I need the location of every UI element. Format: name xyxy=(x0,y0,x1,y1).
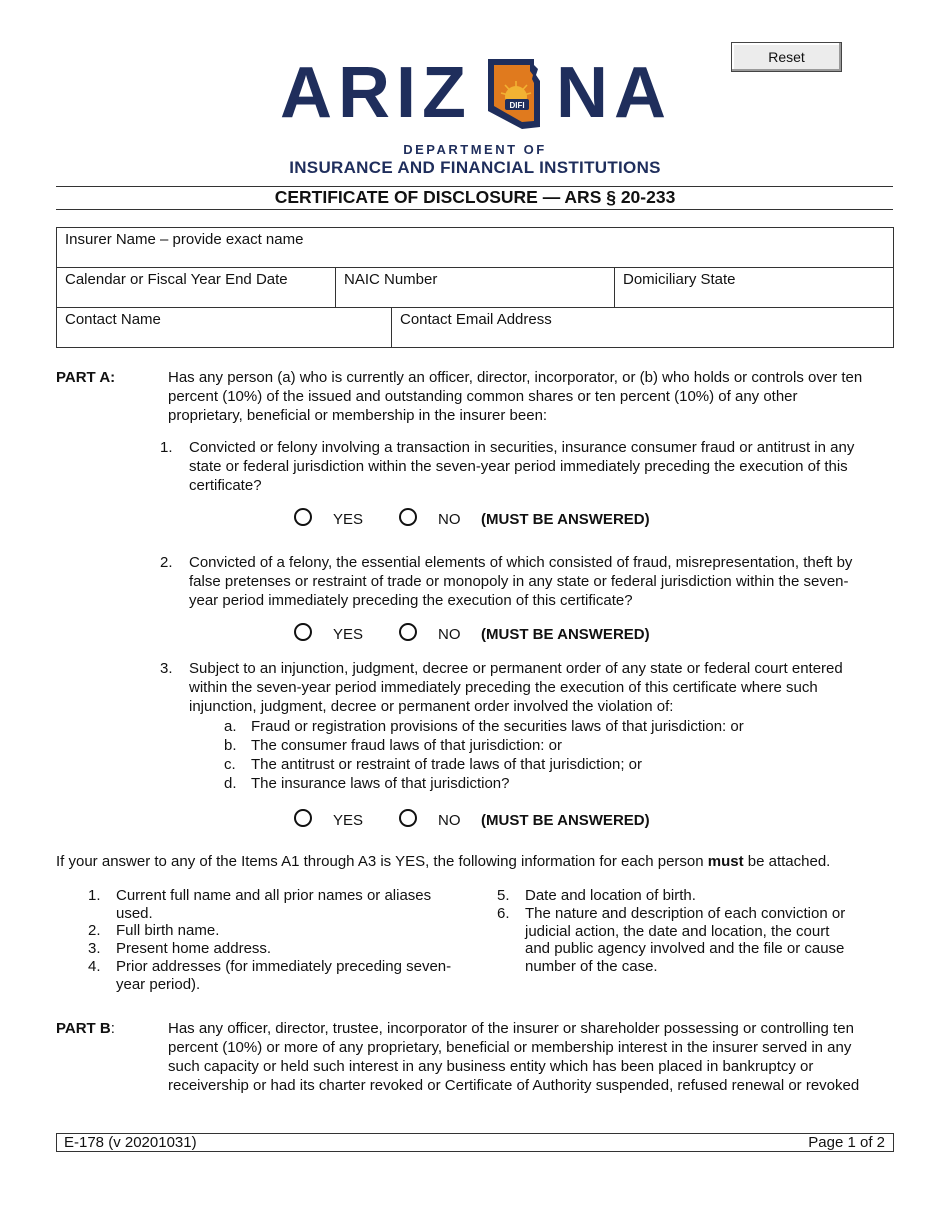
part-b-colon: : xyxy=(110,1020,115,1037)
info-item-5: Date and location of birth. xyxy=(525,887,696,904)
info-item-4-line-1: Prior addresses (for immediately preceding seven- xyxy=(116,958,452,975)
q1-line-3: certificate? xyxy=(189,477,262,494)
year-end-label: Calendar or Fiscal Year End Date xyxy=(65,271,288,288)
q3-no-radio[interactable] xyxy=(399,809,417,827)
info-item-6-line-2: judicial action, the date and location, the court xyxy=(525,922,830,940)
q2-no-radio[interactable] xyxy=(399,623,417,641)
q2-line-2: false pretenses or restraint of trade or monopoly in any state or federal jurisdiction within the seven- xyxy=(189,573,849,590)
info-item-6-num: 6. xyxy=(497,905,510,922)
q1-number: 1. xyxy=(160,439,173,456)
naic-number-field[interactable] xyxy=(335,267,615,308)
info-item-2: Full birth name. xyxy=(116,922,220,939)
q3-sub-c-text: The antitrust or restraint of trade laws of that jurisdiction; or xyxy=(251,756,643,773)
arizona-state-logo-icon xyxy=(478,57,548,133)
part-b-label: PART B xyxy=(56,1020,111,1037)
reset-button[interactable]: Reset xyxy=(731,42,842,72)
info-item-3-num: 3. xyxy=(88,940,101,957)
page-number: Page 1 of 2 xyxy=(808,1134,885,1151)
info-item-1-num: 1. xyxy=(88,887,101,904)
q3-no-label: NO xyxy=(438,812,461,829)
q1-required-note: (MUST BE ANSWERED) xyxy=(481,511,650,528)
q1-no-label: NO xyxy=(438,511,461,528)
part-a-label: PART A: xyxy=(56,369,116,386)
naic-number-label: NAIC Number xyxy=(344,271,438,288)
q3-line-2: within the seven-year period immediately preceding the execution of this certificate where such xyxy=(189,679,818,696)
footer-left-edge xyxy=(56,1133,57,1152)
info-item-5-num: 5. xyxy=(497,887,510,904)
q2-required-note: (MUST BE ANSWERED) xyxy=(481,626,650,643)
insurer-name-field[interactable] xyxy=(56,227,894,268)
page-title: CERTIFICATE OF DISCLOSURE — ARS § 20-233 xyxy=(274,187,676,207)
info-item-1-line-2: used. xyxy=(116,904,153,922)
part-a-line-3: proprietary, beneficial or membership in the insurer been: xyxy=(168,407,548,424)
form-number: E-178 (v 20201031) xyxy=(64,1134,197,1151)
part-b-label-wrap xyxy=(56,1019,115,1039)
contact-email-field[interactable] xyxy=(391,307,894,348)
q3-line-3: injunction, judgment, decree or permanent order involved the violation of: xyxy=(189,698,674,715)
q2-no-label: NO xyxy=(438,626,461,643)
q2-line-1: Convicted of a felony, the essential elements of which consisted of fraud, misrepresentation, theft by xyxy=(189,554,853,571)
attach-note-bold: must xyxy=(707,853,744,870)
info-item-6 xyxy=(525,905,845,975)
q3-yes-radio[interactable] xyxy=(294,809,312,827)
info-item-4-num: 4. xyxy=(88,958,101,975)
contact-name-label: Contact Name xyxy=(65,311,161,328)
info-item-3: Present home address. xyxy=(116,940,272,957)
part-b-line-1: Has any officer, director, trustee, incorporator of the insurer or shareholder possessing or controlling ten xyxy=(168,1020,854,1037)
department-line-2: INSURANCE AND FINANCIAL INSTITUTIONS xyxy=(289,158,661,177)
info-item-1-line-1: Current full name and all prior names or aliases xyxy=(116,887,432,904)
page-footer xyxy=(56,1133,893,1152)
q3-sub-a-text: Fraud or registration provisions of the securities laws of that jurisdiction: or xyxy=(251,718,744,735)
domiciliary-state-field[interactable] xyxy=(614,267,894,308)
info-item-6-line-3: and public agency involved and the file or cause xyxy=(525,940,845,957)
logo-text-right: NA xyxy=(556,53,672,133)
q2-line-3: year period immediately preceding the execution of this certificate? xyxy=(189,592,633,609)
q1-no-radio[interactable] xyxy=(399,508,417,526)
logo-badge-text: DIFI xyxy=(509,101,525,110)
domiciliary-state-label: Domiciliary State xyxy=(623,271,736,288)
info-item-6-line-1: The nature and description of each conviction or xyxy=(525,905,846,922)
q3-sub-a-letter: a. xyxy=(224,718,237,735)
q2-yes-radio[interactable] xyxy=(294,623,312,641)
title-rule-bottom xyxy=(56,209,893,210)
q1-line-1: Convicted or felony involving a transaction in securities, insurance consumer fraud or antitrust in any xyxy=(189,439,855,456)
q2-yes-label: YES xyxy=(333,626,364,643)
q1-yes-label: YES xyxy=(333,511,364,528)
info-item-4 xyxy=(116,958,451,993)
contact-name-field[interactable] xyxy=(56,307,392,348)
info-item-4-line-2: year period). xyxy=(116,975,201,993)
logo-text-left: ARIZ xyxy=(280,53,472,133)
q3-required-note: (MUST BE ANSWERED) xyxy=(481,812,650,829)
q1-yes-radio[interactable] xyxy=(294,508,312,526)
q3-sub-d-letter: d. xyxy=(224,775,237,792)
part-a-line-1: Has any person (a) who is currently an officer, director, incorporator, or (b) who holds or controls over ten xyxy=(168,369,863,386)
part-b-line-4: receivership or had its charter revoked or Certificate of Authority suspended, refused renewal or revoked xyxy=(168,1077,860,1094)
part-a-line-2: percent (10%) of the issued and outstanding common shares or ten percent (10%) of any other xyxy=(168,388,798,405)
info-item-1 xyxy=(116,887,431,922)
contact-email-label: Contact Email Address xyxy=(400,311,552,328)
q3-sub-d-text: The insurance laws of that jurisdiction? xyxy=(251,775,510,792)
q2-number: 2. xyxy=(160,554,173,571)
q3-sub-b-text: The consumer fraud laws of that jurisdiction: or xyxy=(251,737,562,754)
attach-note-before: If your answer to any of the Items A1 through A3 is YES, the following information for each person xyxy=(56,853,708,870)
q3-sub-b-letter: b. xyxy=(224,737,237,754)
q3-yes-label: YES xyxy=(333,812,364,829)
insurer-name-label: Insurer Name – provide exact name xyxy=(65,231,304,248)
part-b-line-2: percent (10%) or more of any proprietary, beneficial or membership interest in the insurer served in any xyxy=(168,1039,852,1056)
info-item-2-num: 2. xyxy=(88,922,101,939)
attach-note xyxy=(56,852,830,872)
year-end-field[interactable] xyxy=(56,267,336,308)
info-item-6-line-4: number of the case. xyxy=(525,957,658,975)
part-b-line-3: such capacity or held such interest in any business entity which has been placed in bankruptcy or xyxy=(168,1058,814,1075)
footer-right-edge xyxy=(893,1133,894,1152)
q3-number: 3. xyxy=(160,660,173,677)
q1-line-2: state or federal jurisdiction within the seven-year period immediately preceding the execution of this xyxy=(189,458,848,475)
department-line-1: DEPARTMENT OF xyxy=(403,142,547,157)
q3-sub-c-letter: c. xyxy=(224,756,236,773)
attach-note-after: be attached. xyxy=(743,853,831,870)
q3-line-1: Subject to an injunction, judgment, decree or permanent order of any state or federal court entered xyxy=(189,660,843,677)
